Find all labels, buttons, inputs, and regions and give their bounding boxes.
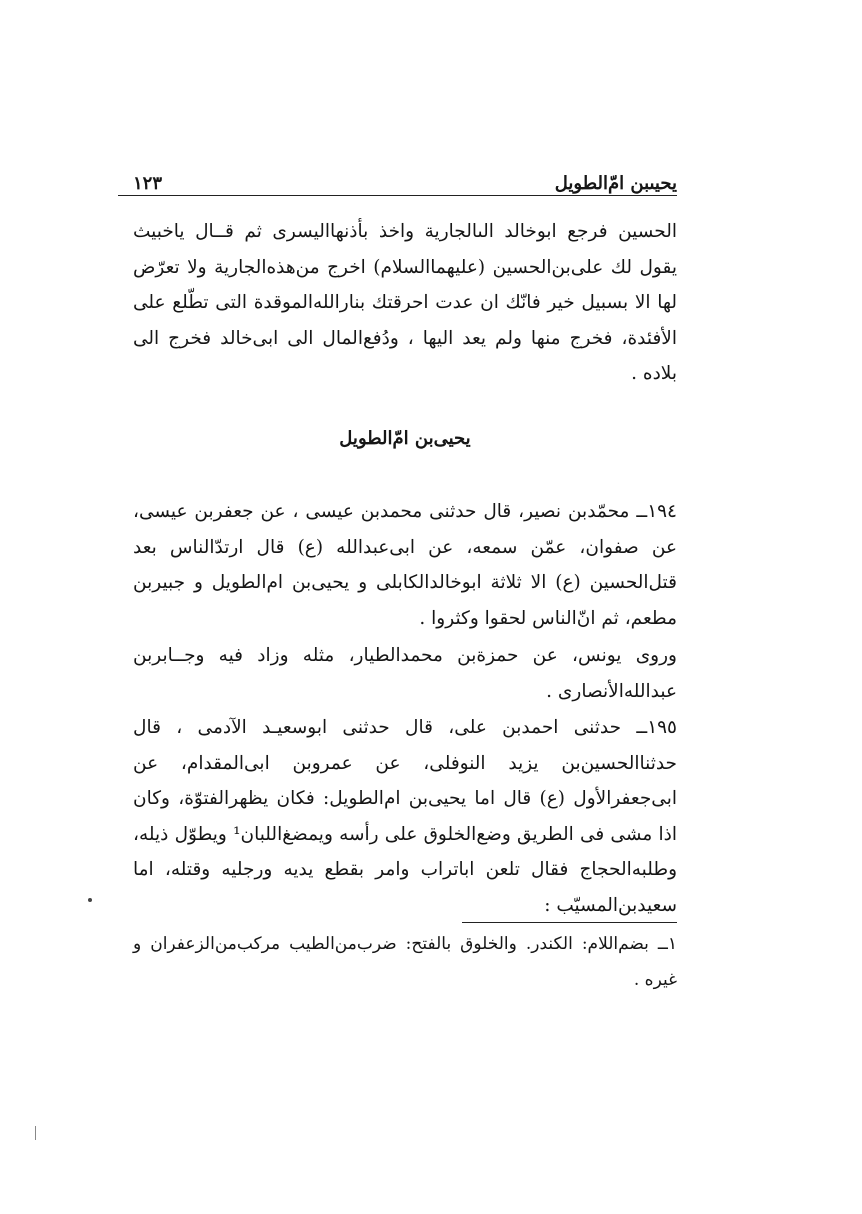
paragraph-194: ١٩٤ــ محمّدبن نصير، قال حدثنى محمدبن عيسى ، عن جعفربن عيسى، عن صفوان، عمّن سمعه، عن ابى‌عبدالله (ع) قال ارتدّالناس بعد قتل‌الحسين (ع) الا ثلاثة ابوخالدالكابلى و يحيى‌بن ام‌الطويل و جبيربن مطعم، ثم انّ‌الناس لحقوا وكثروا . bbox=[133, 501, 677, 629]
footnote: ١ــ بضم‌اللام: الكندر. والخلوق بالفتح: ضرب‌من‌الطيب مركب‌من‌الزعفران و غيره . bbox=[133, 934, 677, 990]
running-title: يحيىبن ام‌ّالطويل bbox=[554, 173, 677, 194]
paragraph-continued: الحسين فرجع ابوخالد الىالجارية واخذ بأذنهاالیسری ثم قــال ياخبيث يقول لك على‌بن‌الحسين (عليهماالسلام) اخرج من‌هذه‌الجارية ولا تعرّض لها الا بسبيل خير فانّك ان عدت احرقتك بنارالله‌الموقدة التى تطّلع على الأفئدة، فخرج منها ولم يعد اليها ، ودُفع‌المال الى ابى‌خالد فخرج الى بلاده . bbox=[133, 221, 677, 384]
page-number: ١٢٣ bbox=[133, 173, 163, 194]
footnote-rule bbox=[462, 922, 677, 923]
header-rule bbox=[118, 195, 677, 196]
paragraph-195: ١٩٥ــ حدثنى احمدبن على، قال حدثنى ابوسعيـد الآدمى ، قال حدثناالحسين‌بن يزيد النوفلى، عن عمروبن ابى‌المقدام، عن ابى‌جعفرالأول (ع) قال اما يحيى‌بن ام‌الطويل: فكان يظهرالفتوّة، وكان اذا مشى فى الطريق وضع‌الخلوق على رأسه ويمضغ‌اللبان¹ ويطوّل ذيله، وطلبه‌الحجاج فقال تلعن اباتراب وامر بقطع يديه ورجليه وقتله، اما سعيدبن‌المسيّب : bbox=[133, 717, 677, 916]
margin-mark bbox=[88, 898, 92, 902]
section-heading: يحيى‌بن ام‌ّالطويل bbox=[339, 428, 471, 449]
page-header bbox=[133, 170, 677, 194]
paragraph-narration: وروى يونس، عن حمزة‌بن محمدالطيار، مثله وزاد فيه وجــابربن عبدالله‌الأنصارى . bbox=[133, 645, 677, 702]
scan-mark bbox=[35, 1126, 36, 1140]
